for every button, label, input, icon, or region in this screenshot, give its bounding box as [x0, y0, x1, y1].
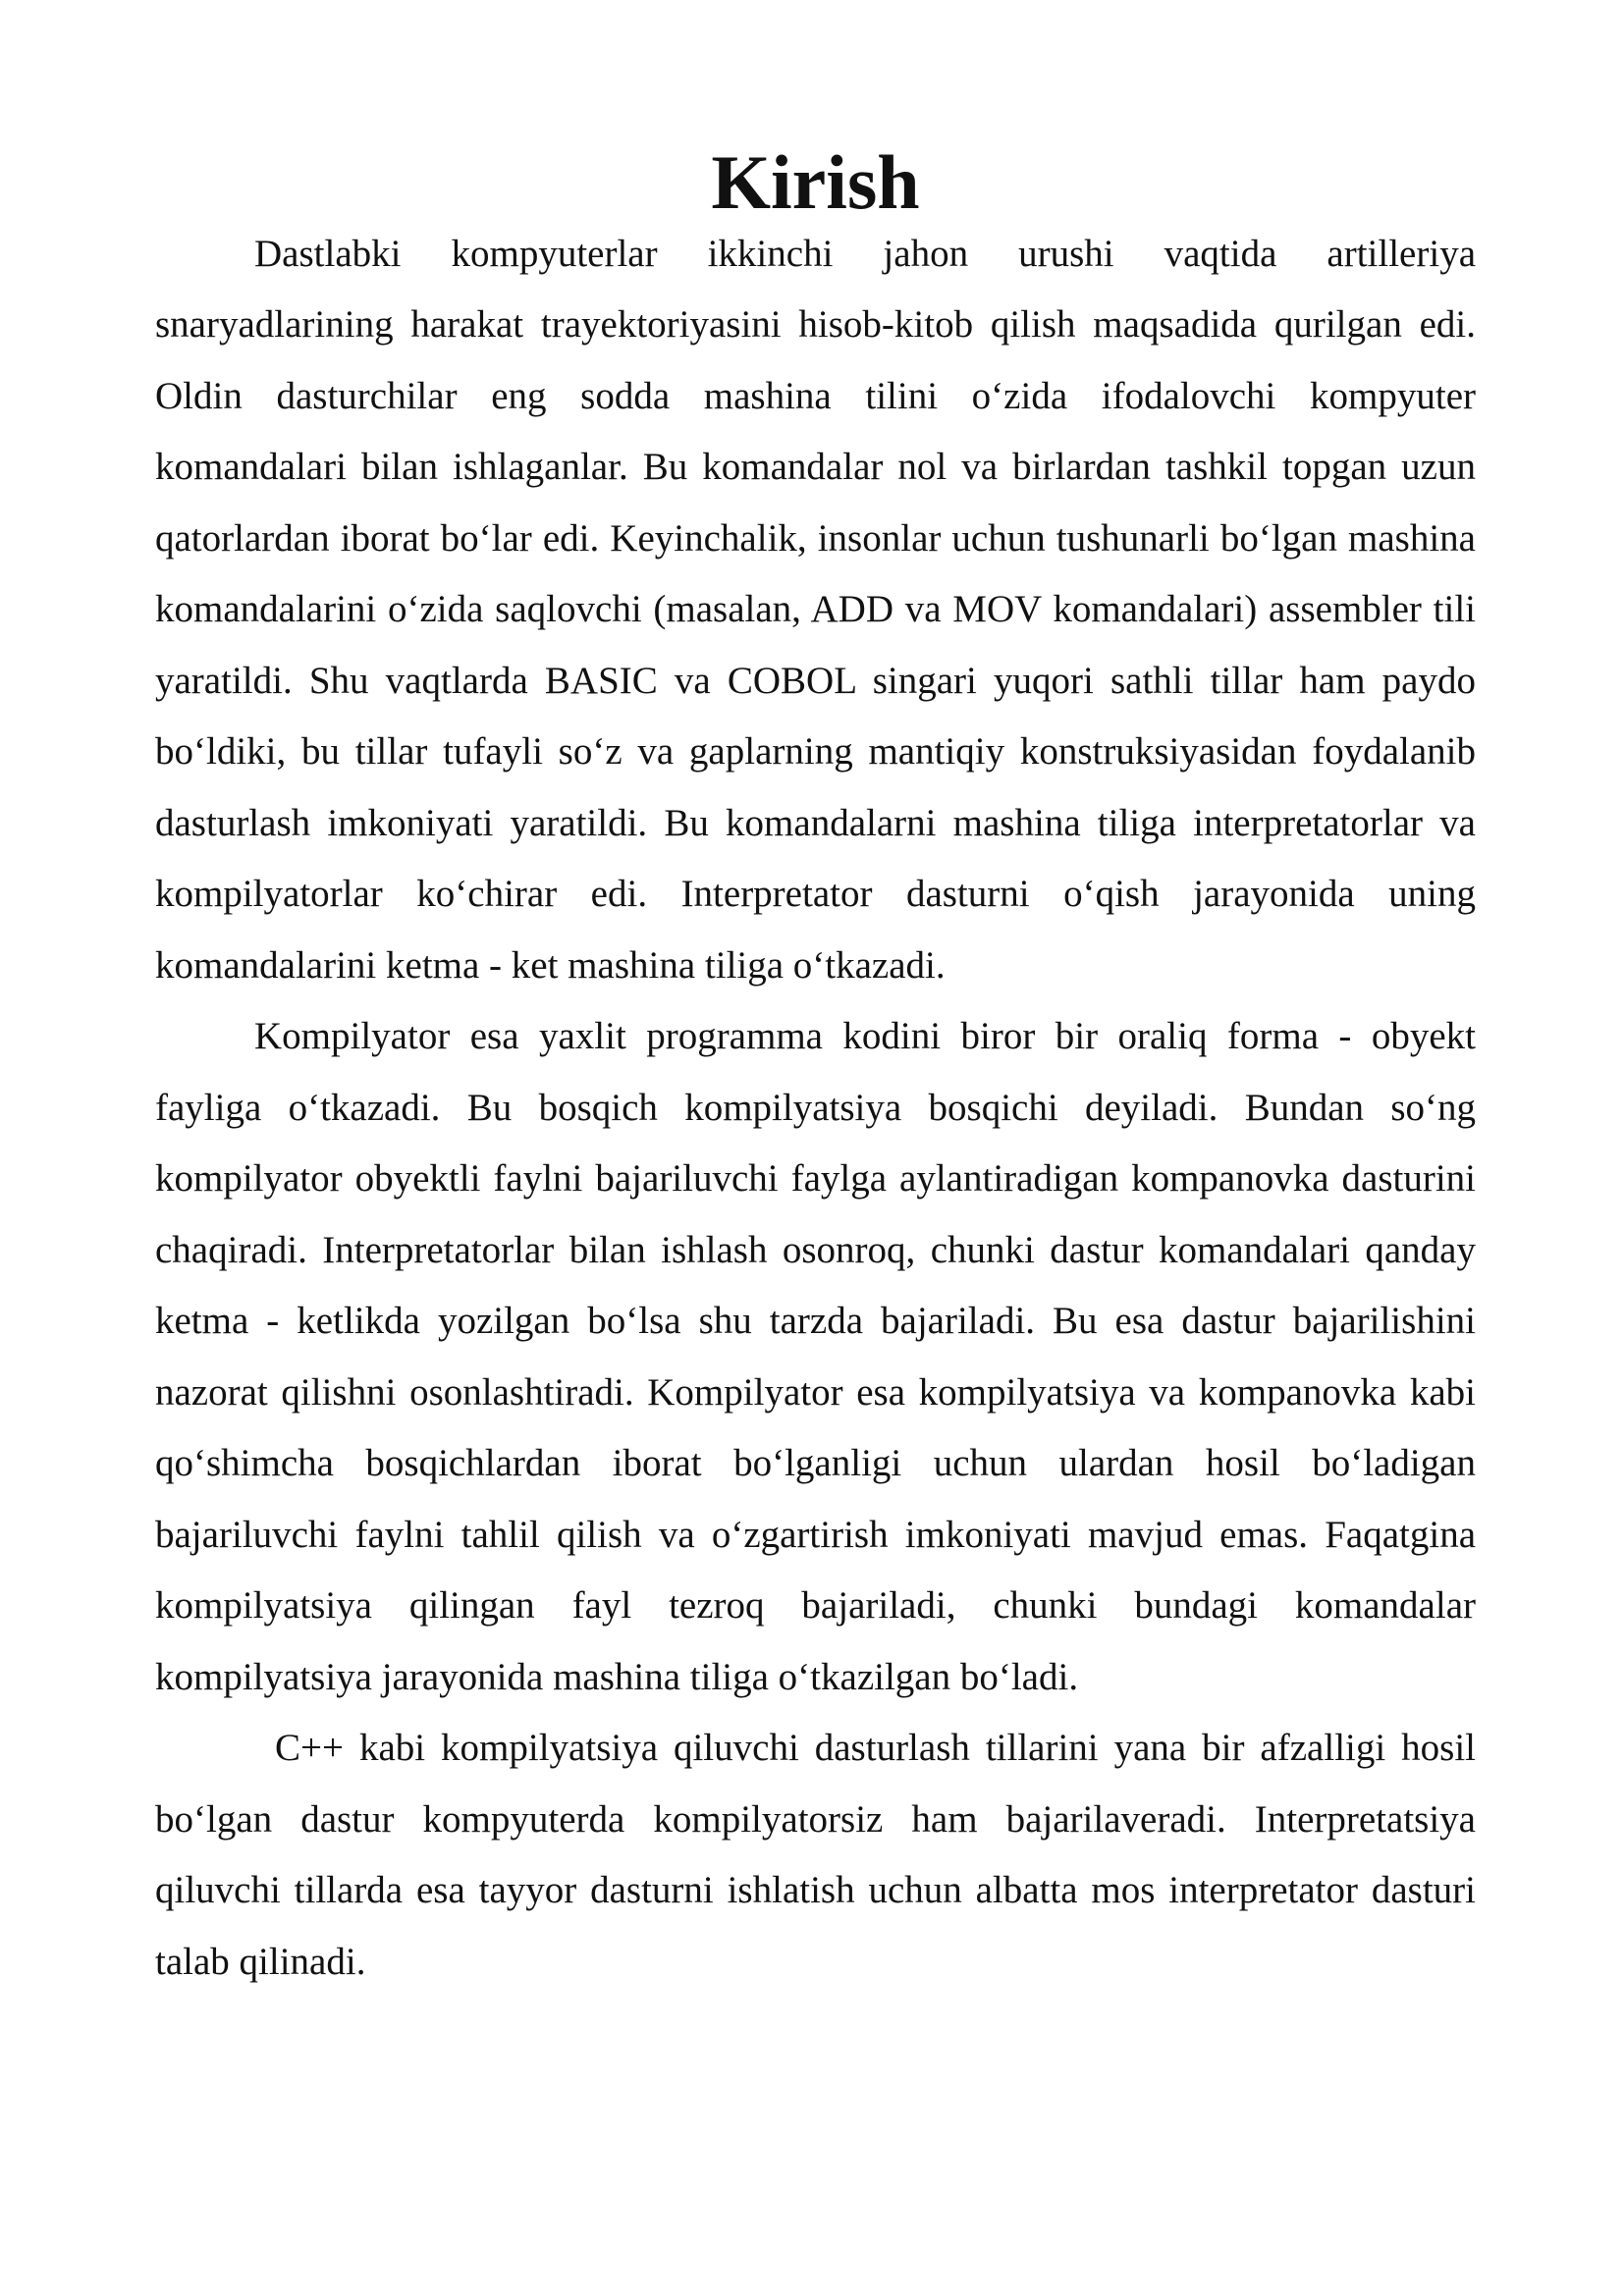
document-body — [155, 139, 1476, 1998]
paragraph-1: Dastlabki kompyuterlar ikkinchi jahon urushi vaqtida artilleriya snaryadlarining harakat trayektoriyasini hisob-kitob qilish maqsadida qurilgan edi. Oldin dasturchilar eng sodda mashina tilini o‘zida ifodalovchi kompyuter komandalari bilan ishlaganlar. Bu komandalar nol va birlardan tashkil topgan uzun qatorlardan iborat bo‘lar edi. Keyinchalik, insonlar uchun tushunarli bo‘lgan mashina komandalarini o‘zida saqlovchi (masalan, ADD va MOV komandalari) assembler tili yaratildi. Shu vaqtlarda BASIC va COBOL singari yuqori sathli tillar ham paydo bo‘ldiki, bu tillar tufayli so‘z va gaplarning mantiqiy konstruksiyasidan foydalanib dasturlash imkoniyati yaratildi. Bu komandalarni mashina tiliga interpretatorlar va kompilyatorlar ko‘chirar edi. Interpretator dasturni o‘qish jarayonida uning komandalarini ketma - ket mashina tiliga o‘tkazadi. — [155, 232, 1476, 987]
document-title: Kirish — [711, 139, 920, 225]
paragraph-2: Kompilyator esa yaxlit programma kodini biror bir oraliq forma - obyekt fayliga o‘tkazadi. Bu bosqich kompilyatsiya bosqichi deyiladi. Bundan so‘ng kompilyator obyektli faylni bajariluvchi faylga aylantiradigan kompanovka dasturini chaqiradi. Interpretatorlar bilan ishlash osonroq, chunki dastur komandalari qanday ketma - ketlikda yozilgan bo‘lsa shu tarzda bajariladi. Bu esa dastur bajarilishini nazorat qilishni osonlashtiradi. Kompilyator esa kompilyatsiya va kompanovka kabi qo‘shimcha bosqichlardan iborat bo‘lganligi uchun ulardan hosil bo‘ladigan bajariluvchi faylni tahlil qilish va o‘zgartirish imkoniyati mavjud emas. Faqatgina kompilyatsiya qilingan fayl tezroq bajariladi, chunki bundagi komandalar kompilyatsiya jarayonida mashina tiliga o‘tkazilgan bo‘ladi. — [155, 1015, 1476, 1698]
paragraph-3: C++ kabi kompilyatsiya qiluvchi dasturlash tillarini yana bir afzalligi hosil bo‘lgan dastur kompyuterda kompilyatorsiz ham bajarilaveradi. Interpretatsiya qiluvchi tillarda esa tayyor dasturni ishlatish uchun albatta mos interpretator dasturi talab qilinadi. — [155, 1727, 1476, 1983]
